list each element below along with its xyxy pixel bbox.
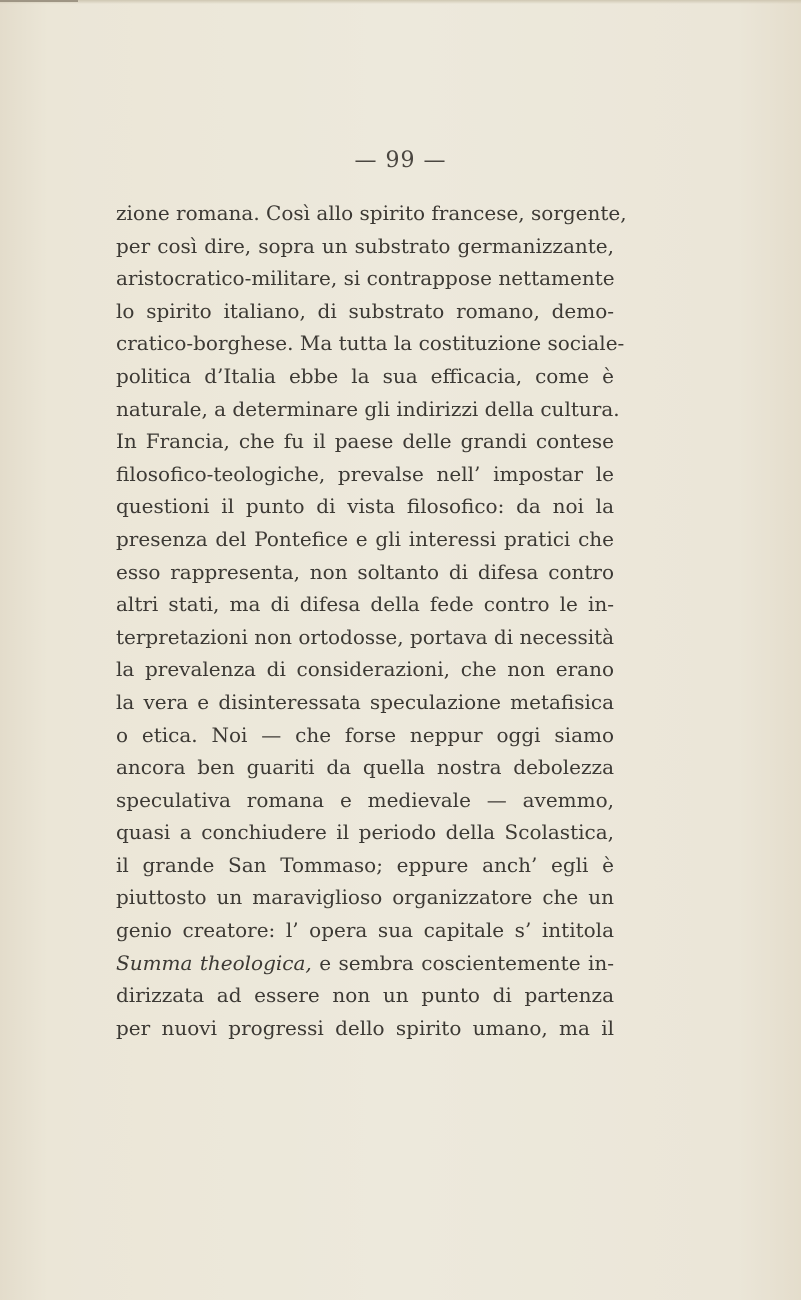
text-line: la prevalenza di considerazioni, che non erano	[116, 657, 614, 682]
text-line: filosofico-teologiche, prevalse nell’ impostar le	[116, 461, 614, 486]
scan-edge-mark	[0, 0, 78, 2]
text-line: ancora ben guariti da quella nostra debolezza	[116, 755, 614, 780]
text-line: In Francia, che fu il paese delle grandi contese	[116, 429, 614, 454]
text-line: speculativa romana e medievale — avemmo,	[116, 787, 614, 812]
body-text	[116, 197, 627, 1044]
text-line: per così dire, sopra un substrato germanizzante,	[116, 233, 614, 258]
text-line: questioni il punto di vista filosofico: da noi la	[116, 494, 614, 519]
text-fragment: e sembra coscientemente in-	[311, 950, 614, 975]
text-line: zione romana. Così allo spirito francese, sorgente,	[116, 201, 627, 225]
text-line: quasi a conchiudere il periodo della Scolastica,	[116, 820, 614, 845]
text-line: la vera e disinteressata speculazione metafisica	[116, 689, 614, 714]
work-title: Summa theologica,	[116, 950, 312, 975]
text-line: lo spirito italiano, di substrato romano, demo-	[116, 298, 614, 323]
text-line: presenza del Pontefice e gli interessi pratici che	[116, 526, 614, 551]
text-line: aristocratico-militare, si contrappose nettamente	[116, 266, 615, 291]
text-line-with-title	[116, 947, 614, 980]
page-top-edge	[0, 0, 801, 4]
text-line: terpretazioni non ortodosse, portava di necessità	[116, 624, 615, 649]
text-line: genio creatore: l’ opera sua capitale s’ intitola	[116, 918, 614, 943]
text-line: per nuovi progressi dello spirito umano, ma il	[116, 1015, 614, 1040]
text-line: piuttosto un maraviglioso organizzatore che un	[116, 885, 614, 910]
text-line: cratico-borghese. Ma tutta la costituzione sociale-	[116, 331, 625, 356]
text-line: il grande San Tommaso; eppure anch’ egli è	[116, 852, 614, 877]
text-line: dirizzata ad essere non un punto di partenza	[116, 983, 614, 1008]
text-line: o etica. Noi — che forse neppur oggi siamo	[116, 722, 614, 747]
text-line: naturale, a determinare gli indirizzi della cultura.	[116, 396, 620, 421]
text-line: politica d’Italia ebbe la sua efficacia, come è	[116, 363, 614, 388]
text-line: altri stati, ma di difesa della fede contro le in-	[116, 592, 614, 617]
page-number: — 99 —	[354, 148, 447, 173]
text-line: esso rappresenta, non soltanto di difesa contro	[116, 559, 614, 584]
